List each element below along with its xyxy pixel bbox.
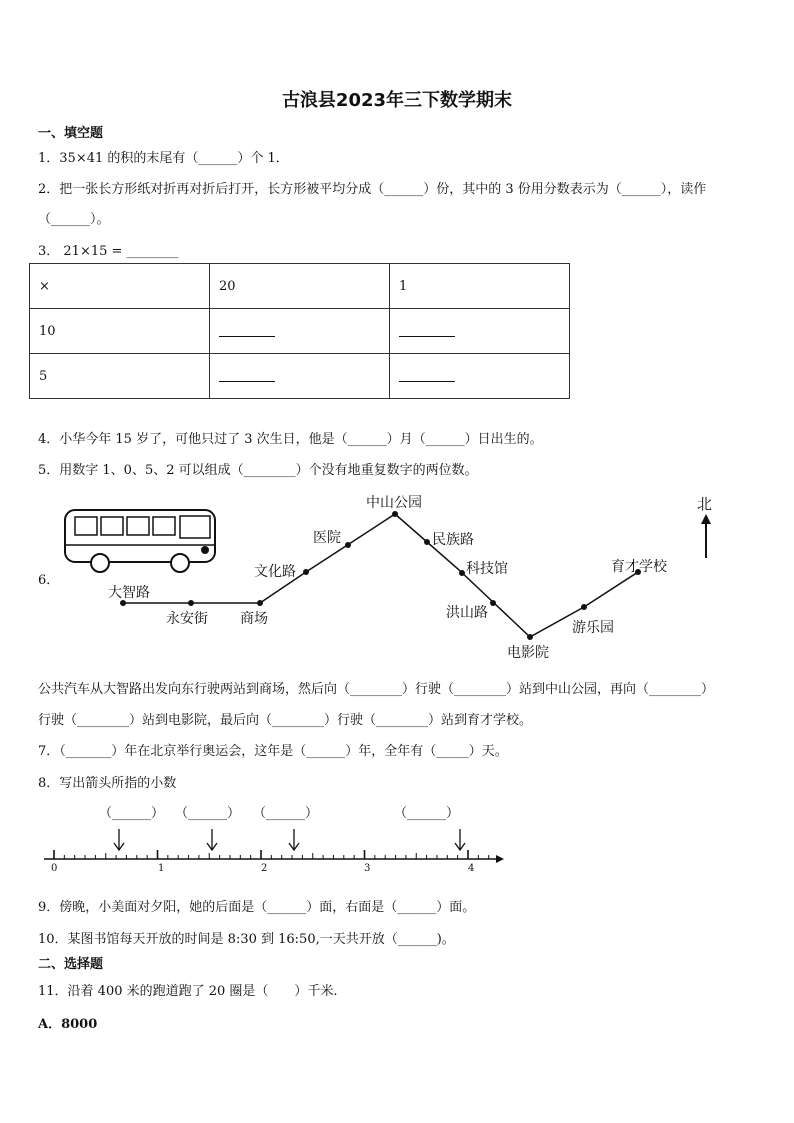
question-4: 4．小华今年 15 岁了，可他只过了 3 次生日，他是（______）月（______）日出生的。 bbox=[38, 432, 543, 447]
stop-label: 中山公园 bbox=[366, 495, 422, 511]
question-11: 11．沿着 400 米的跑道跑了 20 圈是（ ）千米. bbox=[38, 984, 338, 999]
answer-blank[interactable]: （______） bbox=[253, 806, 319, 821]
table-blank-cell[interactable] bbox=[390, 309, 570, 354]
stop-dot bbox=[303, 569, 309, 575]
question-10: 10．某图书馆每天开放的时间是 8:30 到 16:50,一天共开放（______)。 bbox=[38, 932, 455, 947]
option-a[interactable]: A．8000 bbox=[38, 1017, 98, 1032]
table-row bbox=[30, 309, 570, 354]
page-title: 古浪县2023年三下数学期末 bbox=[281, 90, 513, 111]
north-arrow-icon bbox=[701, 514, 711, 558]
stop-label: 医院 bbox=[313, 530, 341, 546]
stop-label: 科技馆 bbox=[466, 561, 508, 577]
question-2-line-1: 2．把一张长方形纸对折再对折后打开，长方形被平均分成（______）份，其中的 3 份用分数表示为（______），读作 bbox=[38, 182, 707, 197]
table-cell: 1 bbox=[390, 264, 570, 309]
multiplication-table bbox=[29, 263, 570, 399]
stop-label: 永安街 bbox=[166, 611, 208, 627]
question-7: 7．（_______）年在北京举行奥运会，这年是（______）年，全年有（_____）天。 bbox=[38, 744, 508, 759]
stop-label: 文化路 bbox=[254, 564, 296, 580]
stop-label: 游乐园 bbox=[572, 620, 614, 636]
answer-blank[interactable]: （______） bbox=[99, 806, 165, 821]
tick-label: 3 bbox=[364, 863, 371, 874]
table-cell: 10 bbox=[30, 309, 210, 354]
stop-label: 电影院 bbox=[507, 645, 549, 661]
question-1: 1．35×41 的积的末尾有（______）个 1． bbox=[38, 151, 289, 166]
question-6-number: 6． bbox=[38, 573, 60, 588]
question-5: 5．用数字 1、0、5、2 可以组成（________）个没有地重复数字的两位数。 bbox=[38, 463, 478, 478]
stop-dot bbox=[581, 604, 587, 610]
stop-label: 洪山路 bbox=[446, 605, 488, 621]
question-9: 9．傍晚，小美面对夕阳，她的后面是（______）面，右面是（______）面。 bbox=[38, 900, 476, 915]
answer-blank[interactable]: （______） bbox=[175, 806, 241, 821]
question-8: 8．写出箭头所指的小数 bbox=[38, 776, 177, 791]
north-label: 北 bbox=[697, 495, 713, 513]
section-heading-choice: 二、选择题 bbox=[38, 957, 104, 972]
stop-label: 商场 bbox=[240, 611, 268, 627]
stop-dot bbox=[490, 600, 496, 606]
stop-label: 育才学校 bbox=[611, 559, 667, 575]
table-cell: × bbox=[30, 264, 210, 309]
section-heading-fill-blank: 一、填空题 bbox=[38, 126, 104, 141]
stop-dot bbox=[459, 570, 465, 576]
question-6-line-1: 公共汽车从大智路出发向东行驶两站到商场，然后向（________）行驶（________）站到中山公园，再向（________） bbox=[38, 682, 715, 697]
table-cell: 20 bbox=[210, 264, 390, 309]
table-blank-cell[interactable] bbox=[210, 309, 390, 354]
stop-label: 民族路 bbox=[432, 532, 474, 548]
stop-dot bbox=[188, 600, 194, 606]
stop-dot bbox=[345, 542, 351, 548]
tick-label: 4 bbox=[468, 863, 475, 874]
tick-label: 2 bbox=[261, 863, 268, 874]
number-line bbox=[0, 825, 794, 885]
bus-icon bbox=[65, 510, 215, 572]
answer-blank[interactable]: （______） bbox=[394, 806, 460, 821]
table-row bbox=[30, 354, 570, 399]
table-header-row bbox=[30, 264, 570, 309]
tick-label: 0 bbox=[51, 863, 58, 874]
stop-label: 大智路 bbox=[108, 585, 150, 601]
table-blank-cell[interactable] bbox=[390, 354, 570, 399]
tick-label: 1 bbox=[158, 863, 165, 874]
stop-dot bbox=[424, 539, 430, 545]
question-3: 3． 21×15 = ________ bbox=[38, 244, 179, 259]
stop-dot bbox=[527, 634, 533, 640]
table-blank-cell[interactable] bbox=[210, 354, 390, 399]
stop-dot bbox=[257, 600, 263, 606]
table-cell: 5 bbox=[30, 354, 210, 399]
question-2-line-2: （______）。 bbox=[38, 212, 110, 227]
bus-route-map bbox=[0, 490, 794, 670]
question-6-line-2: 行驶（________）站到电影院，最后向（________）行驶（________）站到育才学校。 bbox=[38, 713, 533, 728]
